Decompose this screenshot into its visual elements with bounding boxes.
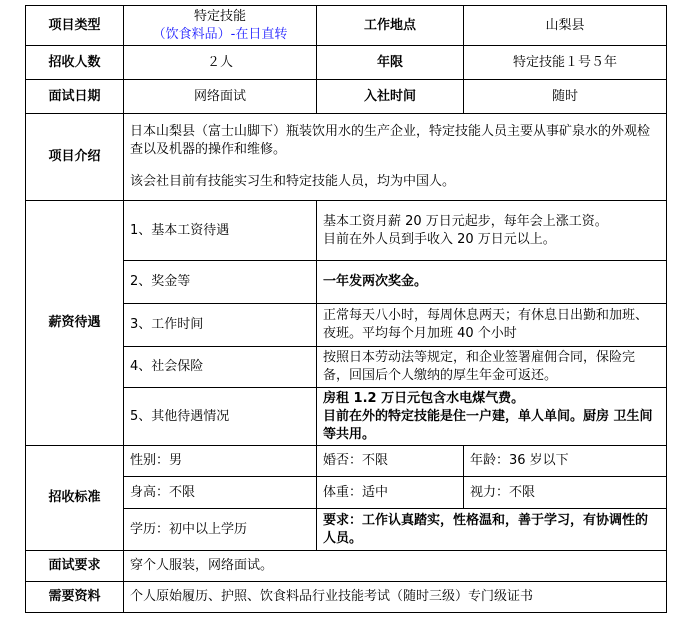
job-info-table	[25, 5, 667, 613]
term-label: 年限	[317, 46, 464, 80]
salary-label: 薪资待遇	[26, 201, 124, 446]
criteria-weight: 体重：适中	[317, 477, 464, 509]
recruit-count-label: 招收人数	[26, 46, 124, 80]
project-type-value	[124, 6, 317, 46]
salary-item-name: 5、其他待遇情况	[124, 388, 317, 446]
salary-item-detail: 按照日本劳动法等规定，和企业签署雇佣合同，保险完备，回国后个人缴纳的厚生年金可返还。	[317, 347, 667, 388]
project-type-line1: 特定技能	[193, 8, 246, 24]
intro-paragraph-2: 该会社目前有技能实习生和特定技能人员，均为中国人。	[130, 174, 456, 189]
salary-item-detail: 一年发两次奖金。	[317, 261, 667, 304]
interview-req-label: 面试要求	[26, 551, 124, 582]
salary-detail-line: 基本工资月薪 20 万日元起步，每年会上涨工资。	[323, 213, 608, 229]
work-location-value: 山梨县	[464, 6, 667, 46]
project-type-line2: （饮食料品）-在日直转	[152, 26, 288, 42]
recruit-count-value: ２人	[124, 46, 317, 80]
interview-req-value: 穿个人服装，网络面试。	[124, 551, 667, 582]
salary-item-name: 2、奖金等	[124, 261, 317, 304]
documents-label: 需要资料	[26, 582, 124, 613]
salary-detail-line: 目前在外人员到手收入 20 万日元以上。	[323, 231, 556, 247]
intro-paragraph-1: 日本山梨县（富士山脚下）瓶装饮用水的生产企业，特定技能人员主要从事矿泉水的外观检查以及机器的操作和维修。	[130, 124, 651, 157]
salary-item-detail	[317, 388, 667, 446]
intro-content	[124, 114, 667, 201]
criteria-marital: 婚否：不限	[317, 446, 464, 477]
criteria-requirement: 要求：工作认真踏实，性格温和，善于学习，有协调性的人员。	[317, 509, 667, 551]
salary-item-name: 1、基本工资待遇	[124, 201, 317, 261]
start-time-label: 入社时间	[317, 80, 464, 114]
interview-date-label: 面试日期	[26, 80, 124, 114]
intro-label: 项目介绍	[26, 114, 124, 201]
term-value: 特定技能１号５年	[464, 46, 667, 80]
salary-detail-line: 目前在外的特定技能是住一户建，单人单间。厨房 卫生间等共用。	[323, 408, 653, 442]
criteria-vision: 视力：不限	[464, 477, 667, 509]
criteria-gender: 性别：男	[124, 446, 317, 477]
salary-item-name: 3、工作时间	[124, 304, 317, 347]
documents-value: 个人原始履历、护照、饮食料品行业技能考试（随时三级）专门级证书	[124, 582, 667, 613]
criteria-age: 年龄：36 岁以下	[464, 446, 667, 477]
work-location-label: 工作地点	[317, 6, 464, 46]
salary-item-name: 4、社会保险	[124, 347, 317, 388]
criteria-label: 招收标准	[26, 446, 124, 551]
salary-detail-line: 房租 1.2 万日元包含水电煤气费。	[323, 390, 525, 406]
project-type-label: 项目类型	[26, 6, 124, 46]
salary-item-detail: 正常每天八小时，每周休息两天；有休息日出勤和加班、夜班。平均每个月加班 40 个小时	[317, 304, 667, 347]
start-time-value: 随时	[464, 80, 667, 114]
salary-item-detail	[317, 201, 667, 261]
criteria-height: 身高：不限	[124, 477, 317, 509]
criteria-education: 学历：初中以上学历	[124, 509, 317, 551]
interview-date-value: 网络面试	[124, 80, 317, 114]
